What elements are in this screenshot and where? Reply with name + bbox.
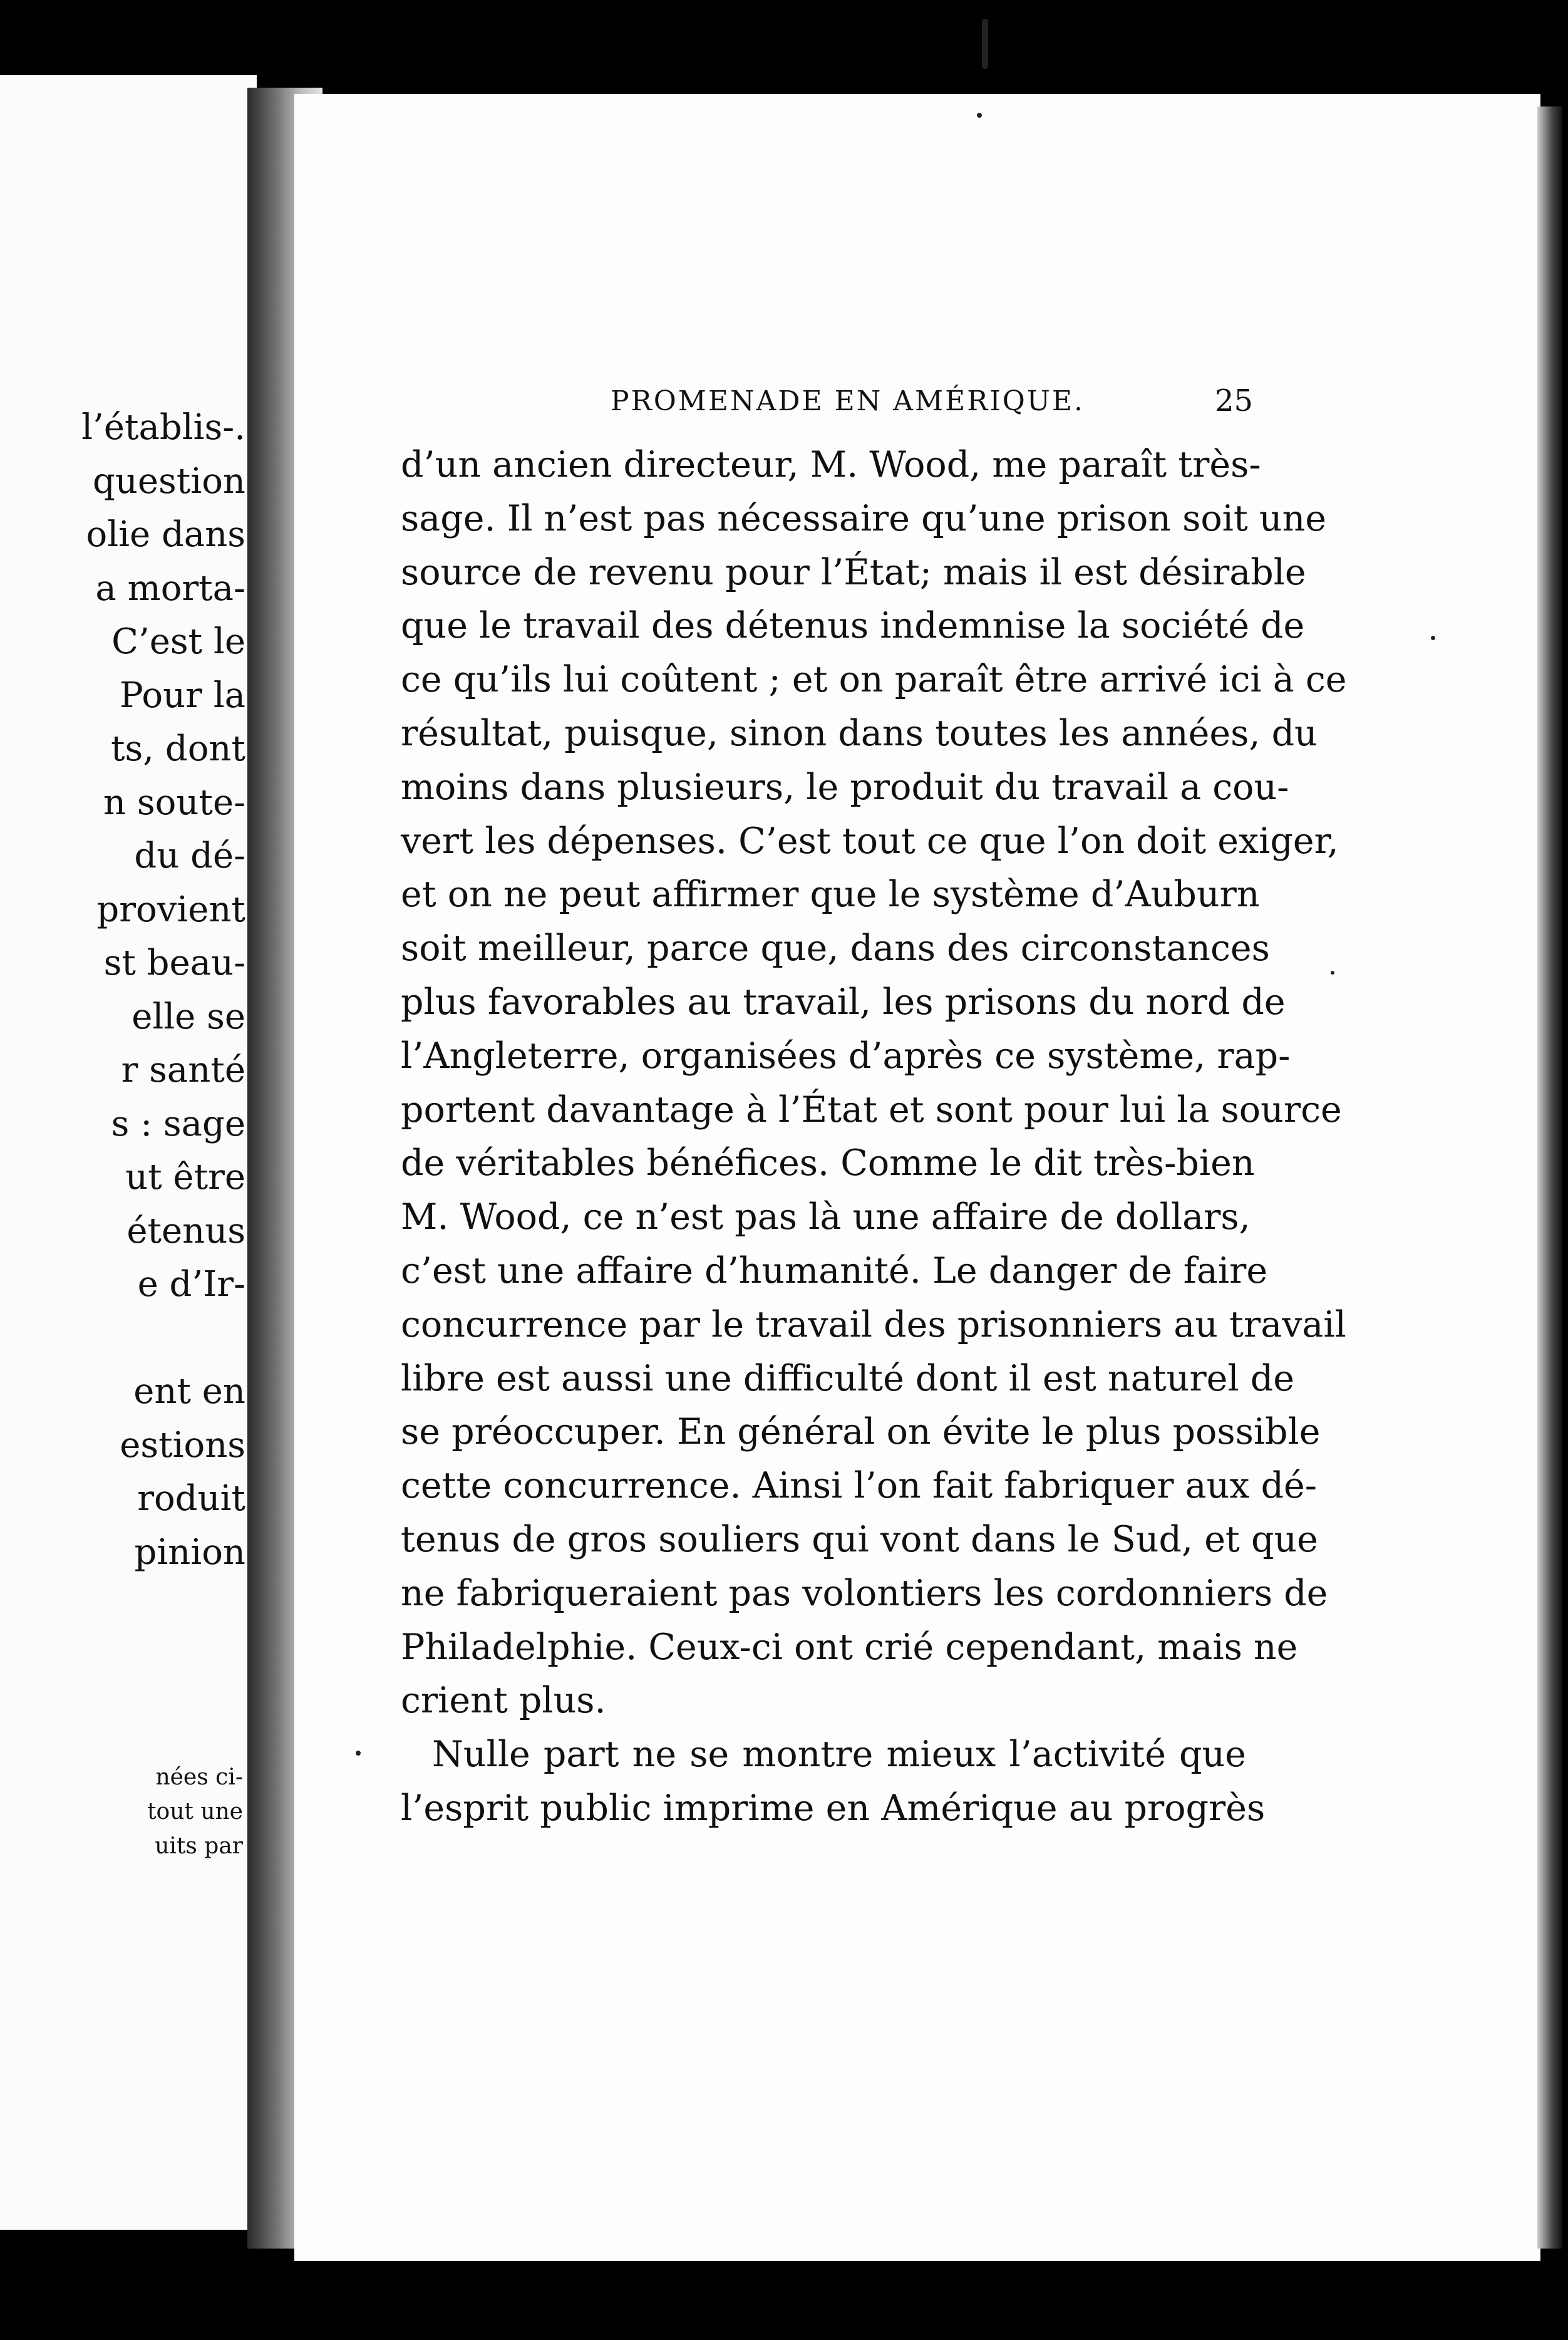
left-line: C’est le bbox=[111, 621, 245, 662]
text-line: concurrence par le travail des prisonniers au travail bbox=[401, 1303, 1346, 1345]
text-line: Philadelphie. Ceux-ci ont crié cependant, mais ne bbox=[401, 1626, 1298, 1668]
text-line: ce qu’ils lui coûtent ; et on paraît être arrivé ici à ce bbox=[401, 659, 1347, 701]
left-line: l’établis-. bbox=[81, 407, 245, 448]
left-line: provient bbox=[96, 889, 245, 930]
left-line bbox=[0, 1312, 245, 1365]
left-line: n soute- bbox=[103, 782, 245, 823]
text-line: vert les dépenses. C’est tout ce que l’on doit exiger, bbox=[401, 820, 1339, 862]
text-line: résultat, puisque, sinon dans toutes les années, du bbox=[401, 712, 1318, 754]
scan-speck bbox=[977, 113, 982, 118]
text-line: crient plus. bbox=[401, 1680, 606, 1722]
left-facing-page bbox=[0, 75, 257, 2230]
text-line: portent davantage à l’État et sont pour lui la source bbox=[401, 1089, 1342, 1131]
left-line: r santé bbox=[121, 1050, 245, 1090]
left-line: a morta- bbox=[95, 567, 245, 609]
text-line: M. Wood, ce n’est pas là une affaire de dollars, bbox=[401, 1196, 1251, 1238]
body-text bbox=[401, 438, 1347, 1836]
scan-speck bbox=[1431, 636, 1435, 640]
text-line: se préoccuper. En général on évite le plus possible bbox=[401, 1411, 1321, 1453]
left-line: estions bbox=[120, 1424, 245, 1466]
left-line: pinion bbox=[134, 1531, 245, 1573]
text-line: que le travail des détenus indemnise la société de bbox=[401, 605, 1305, 647]
text-line: plus favorables au travail, les prisons du nord de bbox=[401, 981, 1286, 1023]
left-line: Pour la bbox=[119, 675, 245, 716]
left-line: ts, dont bbox=[111, 728, 245, 769]
left-line: s : sage bbox=[111, 1103, 245, 1144]
text-line: c’est une affaire d’humanité. Le danger de faire bbox=[401, 1250, 1268, 1292]
scan-speck bbox=[982, 19, 988, 69]
scan-speck bbox=[1331, 971, 1334, 975]
left-line: st beau- bbox=[103, 943, 245, 983]
left-note-line: uits par bbox=[155, 1833, 243, 1859]
text-line: cette concurrence. Ainsi l’on fait fabriquer aux dé- bbox=[401, 1465, 1318, 1507]
text-line: l’Angleterre, organisées d’après ce système, rap- bbox=[401, 1035, 1291, 1077]
text-line: moins dans plusieurs, le produit du travail a cou- bbox=[401, 766, 1289, 808]
text-line: ne fabriqueraient pas volontiers les cordonniers de bbox=[401, 1572, 1328, 1614]
text-line: d’un ancien directeur, M. Wood, me paraît très- bbox=[401, 444, 1261, 485]
scan-speck bbox=[356, 1751, 361, 1756]
left-line: e d’Ir- bbox=[137, 1264, 245, 1305]
text-line: et on ne peut affirmer que le système d’Auburn bbox=[401, 874, 1260, 916]
left-line: elle se bbox=[132, 996, 245, 1037]
left-line: olie dans bbox=[86, 514, 245, 555]
page-edge-shadow bbox=[1537, 106, 1562, 2249]
text-line: l’esprit public imprime en Amérique au progrès bbox=[401, 1787, 1266, 1829]
text-line: source de revenu pour l’État; mais il est désirable bbox=[401, 551, 1306, 593]
left-line: ent en bbox=[133, 1371, 245, 1412]
running-head: PROMENADE EN AMÉRIQUE. bbox=[611, 385, 1085, 417]
left-line: étenus bbox=[126, 1210, 245, 1251]
left-note-line: nées ci- bbox=[155, 1764, 243, 1790]
left-page-text bbox=[0, 401, 245, 1579]
text-line: libre est aussi une difficulté dont il est naturel de bbox=[401, 1357, 1294, 1399]
left-page-footnotes bbox=[0, 1760, 243, 1863]
left-line: question bbox=[93, 460, 245, 502]
left-line: roduit bbox=[137, 1478, 245, 1519]
text-line: sage. Il n’est pas nécessaire qu’une prison soit une bbox=[401, 497, 1327, 539]
left-line: du dé- bbox=[134, 836, 245, 876]
left-note-line: tout une bbox=[147, 1799, 243, 1825]
paragraph-first-line: Nulle part ne se montre mieux l’activité que bbox=[432, 1734, 1246, 1776]
text-line: de véritables bénéfices. Comme le dit très-bien bbox=[401, 1142, 1255, 1184]
page-number: 25 bbox=[1215, 383, 1254, 418]
left-line: ut être bbox=[125, 1157, 245, 1198]
text-line: soit meilleur, parce que, dans des circonstances bbox=[401, 928, 1270, 970]
text-line: tenus de gros souliers qui vont dans le Sud, et que bbox=[401, 1518, 1318, 1560]
